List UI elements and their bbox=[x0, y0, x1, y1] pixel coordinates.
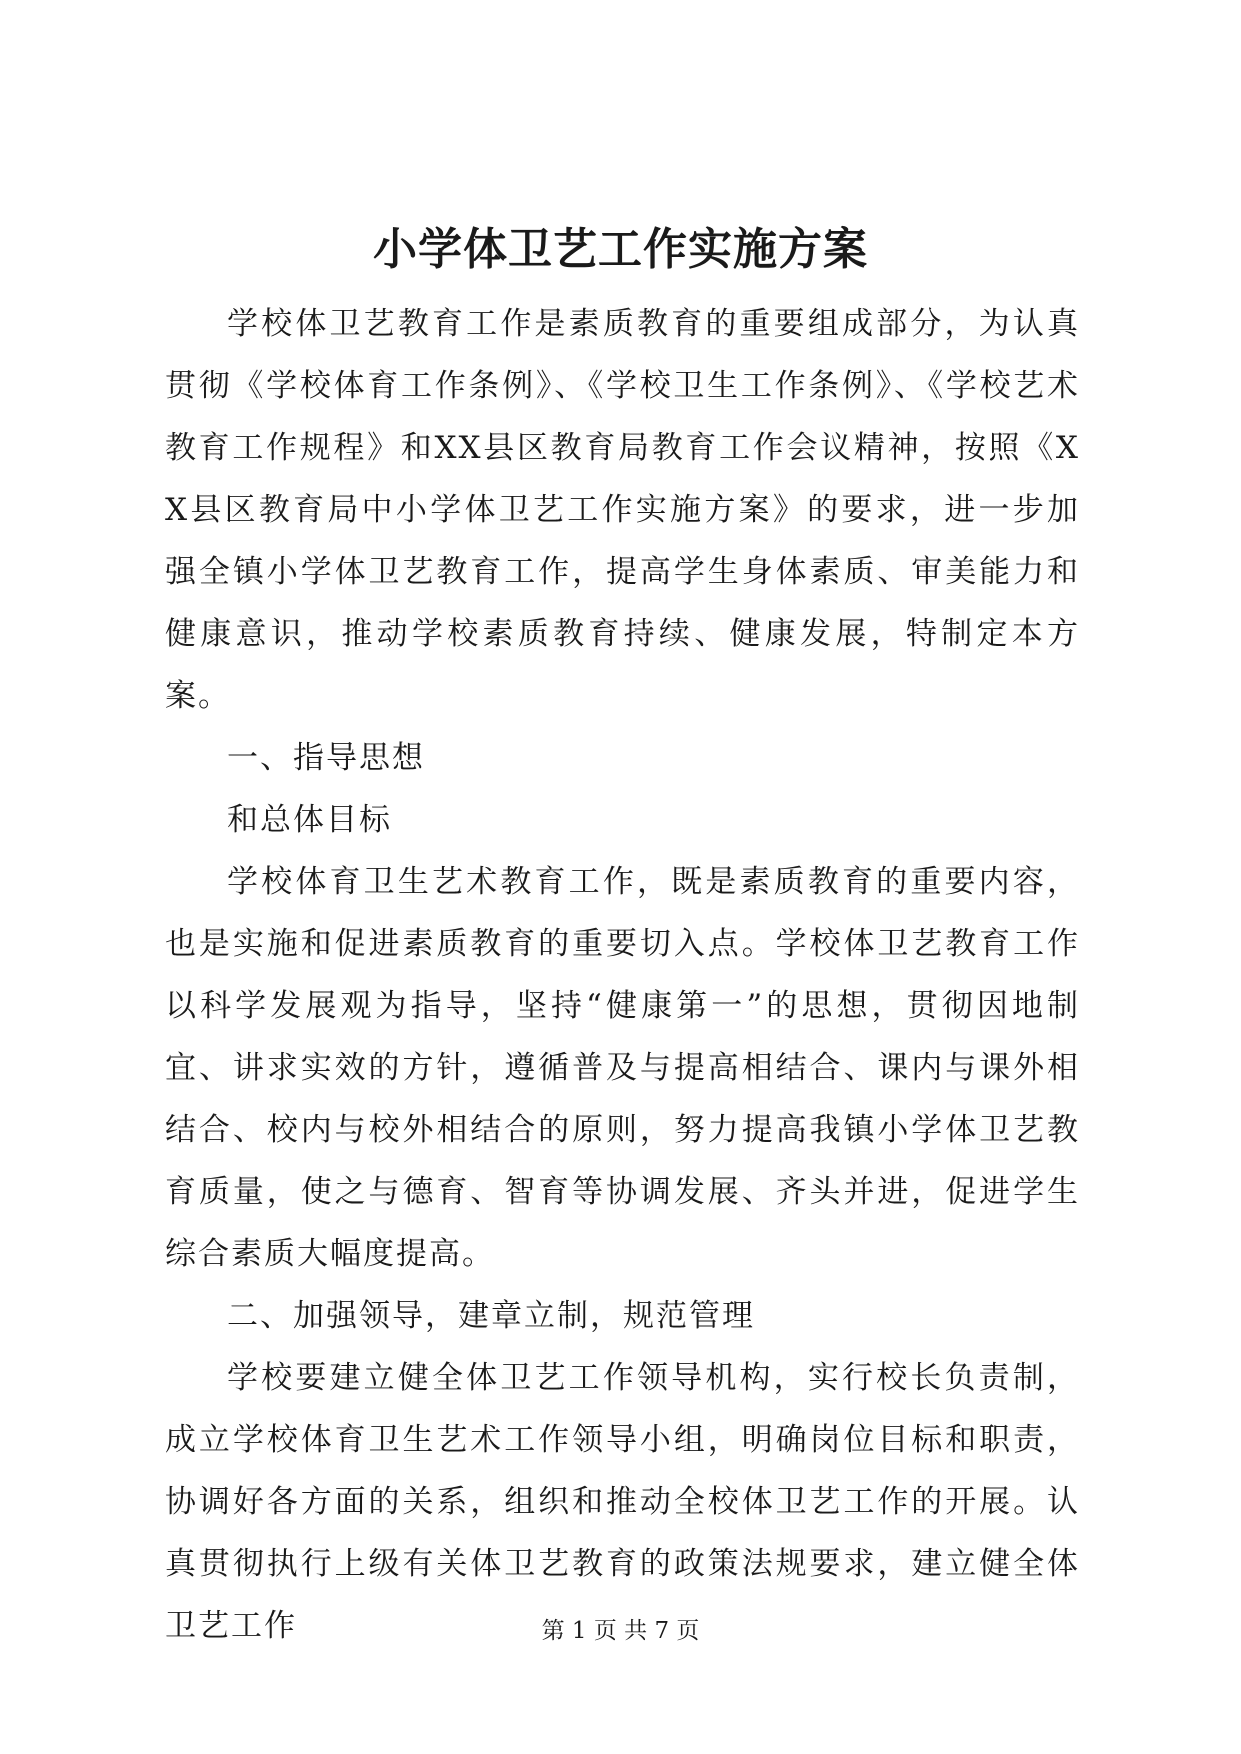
section-heading-leadership: 二、加强领导，建章立制，规范管理 bbox=[227, 1298, 755, 1334]
section-heading-guiding-thought: 一、指导思想 bbox=[227, 740, 425, 776]
document-body bbox=[165, 293, 1080, 1657]
section-heading-overall-goal: 和总体目标 bbox=[227, 802, 392, 838]
leadership-paragraph: 学校要建立健全体卫艺工作领导机构，实行校长负责制，成立学校体育卫生艺术工作领导小组，明确岗位目标和职责，协调好各方面的关系，组织和推动全校体卫艺工作的开展。认真贯彻执行上级有关体卫艺教育的政策法规要求，建立健全体卫艺工作 bbox=[165, 1360, 1080, 1644]
page-footer: 第 1 页 共 7 页 bbox=[541, 1618, 700, 1644]
intro-paragraph: 学校体卫艺教育工作是素质教育的重要组成部分，为认真贯彻《学校体育工作条例》、《学校卫生工作条例》、《学校艺术教育工作规程》和XX县区教育局教育工作会议精神，按照《XX县区教育局中小学体卫艺工作实施方案》的要求，进一步加强全镇小学体卫艺教育工作，提高学生身体素质、审美能力和健康意识，推动学校素质教育持续、健康发展，特制定本方案。 bbox=[165, 306, 1080, 714]
goal-paragraph: 学校体育卫生艺术教育工作，既是素质教育的重要内容，也是实施和促进素质教育的重要切入点。学校体卫艺教育工作以科学发展观为指导，坚持“健康第一”的思想，贯彻因地制宜、讲求实效的方针，遵循普及与提高相结合、课内与课外相结合、校内与校外相结合的原则，努力提高我镇小学体卫艺教育质量，使之与德育、智育等协调发展、齐头并进，促进学生综合素质大幅度提高。 bbox=[165, 864, 1080, 1272]
document-title: 小学体卫艺工作实施方案 bbox=[373, 224, 868, 275]
